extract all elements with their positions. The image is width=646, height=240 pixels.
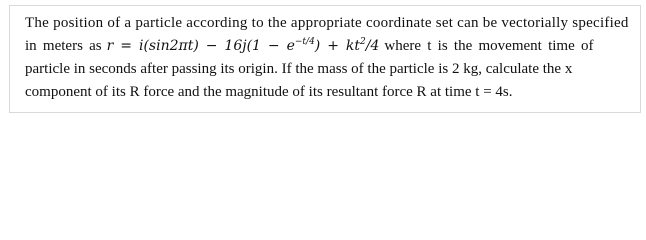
equation-term-1: i(sin2πt) − 16j(1 − e	[138, 38, 295, 54]
problem-line-1: The position of a particle according to the appropriate coordinate set can be vectorially specified	[25, 15, 629, 31]
line2-tail-text: where t is the movement time of	[384, 38, 594, 54]
problem-line-4: component of its R force and the magnitude of its resultant force R at time t = 4s.	[25, 84, 513, 100]
equation-term-3: /4	[365, 38, 380, 54]
equation-exponent-1: −t/4	[294, 37, 315, 47]
position-equation	[107, 38, 380, 54]
line2-lead-text: in meters as	[25, 38, 102, 54]
equation-term-2: ) + kt	[314, 38, 360, 54]
problem-line-3: particle in seconds after passing its origin. If the mass of the particle is 2 kg, calculate the x	[25, 61, 573, 77]
equation-exponent-2: 2	[360, 37, 366, 47]
equation-lhs: r =	[106, 38, 139, 54]
problem-text-box	[9, 5, 641, 113]
problem-line-2	[25, 35, 630, 58]
